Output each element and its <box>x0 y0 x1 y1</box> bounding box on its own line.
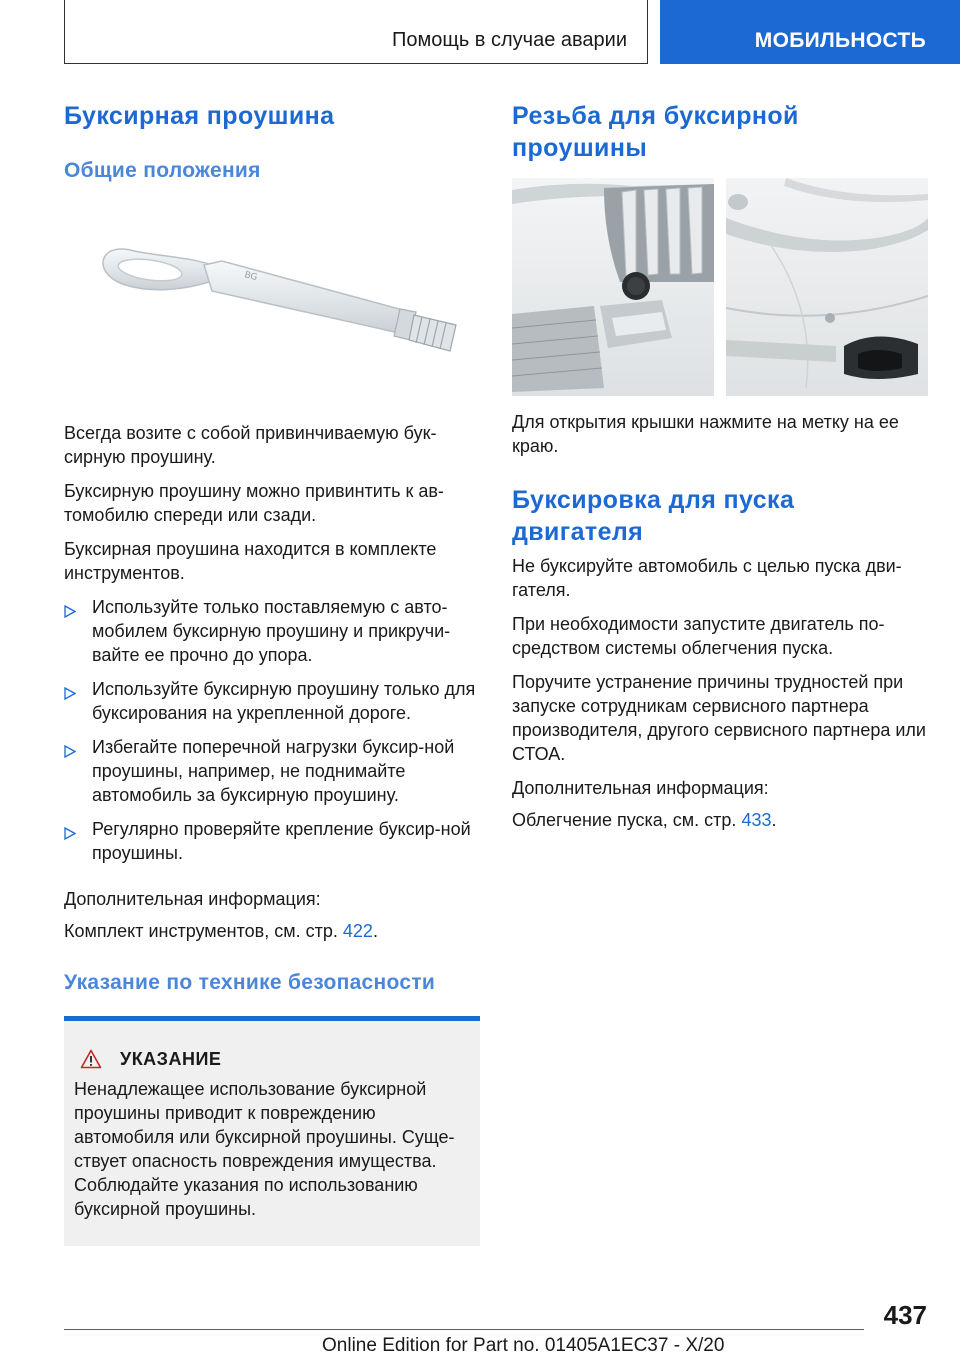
page-link-422[interactable]: 422 <box>342 921 373 941</box>
warning-header <box>80 1045 470 1073</box>
warning-box <box>64 1016 480 1246</box>
left-reference: Комплект инструментов, см. стр. 422. <box>64 921 378 941</box>
safety-heading: Указание по технике безопасности <box>64 971 436 994</box>
rear-bumper-image <box>726 178 928 396</box>
right-paragraph-2: Не буксируйте автомобиль с целью пуска дви‐гателя. <box>512 556 902 600</box>
warning-text: Ненадлежащее использование буксирной проушины приводит к повреждению автомобиля или буксирной проушины. Суще‐ствует опасность повреждения имущества. Соблюдайте указания по использованию буксирной проушины. <box>74 1079 455 1219</box>
header-chapter-title: МОБИЛЬНОСТЬ <box>754 29 926 52</box>
list-item: Регулярно проверяйте крепление буксир‐ной проушины. <box>64 817 480 865</box>
left-more-info: Дополнительная информация: <box>64 889 321 909</box>
general-subtitle: Общие положения <box>64 159 261 182</box>
left-paragraph-1: Всегда возите с собой привинчиваемую бук‐сирную проушину. <box>64 423 437 467</box>
left-paragraph-2: Буксирную проушину можно привинтить к ав‐томобилю спереди или сзади. <box>64 481 444 525</box>
thread-title: Резьба для буксирной проушины <box>512 102 799 162</box>
left-paragraph-3: Буксирная проушина находится в комплекте инструментов. <box>64 539 437 583</box>
usage-bullet-list <box>64 595 480 865</box>
right-paragraph-1: Для открытия крышки нажмите на метку на ее краю. <box>512 412 899 456</box>
tow-eye-image <box>64 185 480 421</box>
triangle-bullet-icon <box>64 682 76 706</box>
triangle-bullet-icon <box>64 600 76 624</box>
front-bumper-image <box>512 178 714 396</box>
warning-triangle-icon <box>80 1049 102 1069</box>
right-more-info: Дополнительная информация: <box>512 778 769 798</box>
right-paragraph-4: Поручите устранение причины трудностей при запуске сотрудникам сервисного партнера производителя, другого сервисного партнера или СТОА. <box>512 672 926 764</box>
header-chapter-box <box>660 0 960 64</box>
footer-divider <box>64 1329 864 1330</box>
page-link-433[interactable]: 433 <box>741 810 772 830</box>
tow-eye-illustration <box>64 185 480 421</box>
triangle-bullet-icon <box>64 740 76 764</box>
header-section-title: Помощь в случае аварии <box>392 29 627 51</box>
tow-start-title: Буксировка для пуска двигателя <box>512 486 795 546</box>
right-column <box>512 100 928 832</box>
svg-text:BG: BG <box>243 270 259 284</box>
page-number: 437 <box>883 1300 927 1330</box>
warning-title: УКАЗАНИЕ <box>120 1048 222 1069</box>
right-reference: Облегчение пуска, см. стр. 433. <box>512 810 777 830</box>
right-paragraph-3: При необходимости запустите двигатель по‐средством системы облегчения пуска. <box>512 614 885 658</box>
footer-edition <box>322 1335 724 1357</box>
triangle-bullet-icon <box>64 822 76 846</box>
list-item: Избегайте поперечной нагрузки буксир‐ной проушины, например, не поднимайте автомобиль за буксирную проушину. <box>64 735 480 807</box>
edition-text: Online Edition for Part no. 01405A1EC37 - X/20 <box>322 1335 725 1356</box>
list-item: Используйте только поставляемую с авто‐мобилем буксирную проушину и прикручи‐вайте ее прочно до упора. <box>64 595 480 667</box>
bumper-illustrations <box>512 178 928 396</box>
tow-eye-title: Буксирная проушина <box>64 102 335 130</box>
list-item: Используйте буксирную проушину только для буксирования на укрепленной дороге. <box>64 677 480 725</box>
header-section-box <box>64 0 648 64</box>
left-column <box>64 100 480 997</box>
